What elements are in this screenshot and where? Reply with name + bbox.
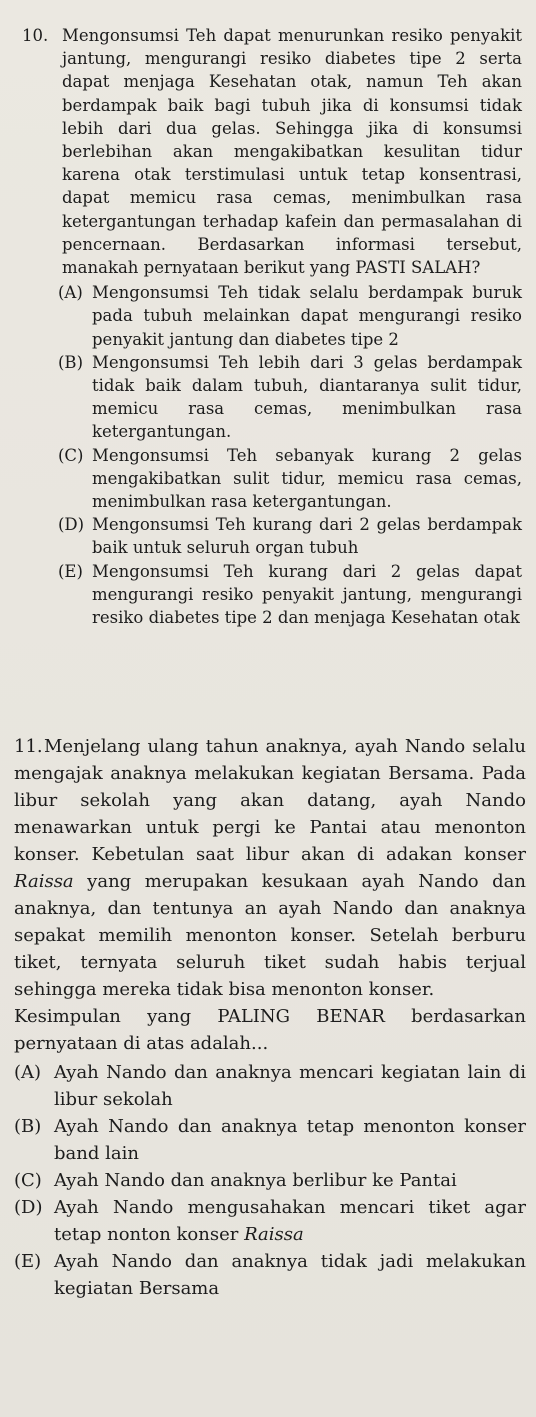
option-letter: (C) [14,1170,42,1191]
option-text: Ayah Nando dan anaknya mencari kegiatan lain di libur sekolah [54,1062,526,1110]
option-text: Ayah Nando dan anaknya berlibur ke Pantai [54,1170,457,1191]
option-letter: (A) [58,283,83,303]
option-text: Ayah Nando dan anaknya tetap menonton konser band lain [54,1116,526,1164]
option-list [14,1059,526,1302]
option-letter: (D) [14,1197,43,1218]
option-c[interactable] [14,1167,526,1194]
option-a[interactable] [14,1059,526,1113]
option-letter: (B) [58,352,83,372]
option-letter: (C) [58,445,84,465]
option-b[interactable] [58,351,522,444]
option-letter: (B) [14,1116,42,1137]
option-e[interactable] [14,1248,526,1302]
option-letter: (E) [14,1251,42,1272]
question-10-stem-block [22,24,522,279]
option-b[interactable] [14,1113,526,1167]
option-text: Mengonsumsi Teh lebih dari 3 gelas berdampak tidak baik dalam tubuh, diantaranya sulit tidur, memicu rasa cemas, menimbulkan rasa ketergantungan. [92,352,522,442]
option-text [54,1194,526,1248]
question-11 [14,733,526,1302]
option-e[interactable] [58,560,522,630]
option-letter: (E) [58,561,83,581]
option-c[interactable] [58,444,522,514]
question-stem-part-1: Menjelang ulang tahun anaknya, ayah Nando selalu mengajak anaknya melakukan kegiatan Bersama. Pada libur sekolah yang akan datang, ayah Nando menawarkan untuk pergi ke Pantai atau menonton konser. Kebetulan saat libur akan di adakan konser [14,736,526,865]
question-number: 11. [14,736,43,757]
option-text: Mengonsumsi Teh kurang dari 2 gelas dapat mengurangi resiko penyakit jantung, mengurangi resiko diabetes tipe 2 dan menjaga Kesehatan otak [92,561,522,628]
option-text: Mengonsumsi Teh tidak selalu berdampak buruk pada tubuh melainkan dapat mengurangi resiko penyakit jantung dan diabetes tipe 2 [92,283,522,349]
option-letter: (A) [14,1062,42,1083]
question-stem: Mengonsumsi Teh dapat menurunkan resiko penyakit jantung, mengurangi resiko diabetes tipe 2 serta dapat menjaga Kesehatan otak, namun Teh akan berdampak baik bagi tubuh jika di konsumsi tidak lebih dari dua gelas. Sehingga jika di konsumsi berlebihan akan mengakibatkan kesulitan tidur karena otak terstimulasi untuk tetap konsentrasi, dapat memicu rasa cemas, menimbulkan rasa ketergantungan terhadap kafein dan permasalahan di pencernaan. Berdasarkan informasi tersebut, manakah pernyataan berikut yang PASTI SALAH? [62,26,522,278]
option-text: Mengonsumsi Teh kurang dari 2 gelas berdampak baik untuk seluruh organ tubuh [92,515,522,558]
option-text-italic: Raissa [244,1224,304,1245]
question-stem-part-2: yang merupakan kesukaan ayah Nando dan anaknya, dan tentunya an ayah Nando dan anaknya sepakat memilih menonton konser. Setelah berburu tiket, ternyata seluruh tiket sudah habis terjual sehingga mereka tidak bisa menonton konser. [14,871,526,1000]
option-list [58,281,522,629]
question-10 [22,24,522,629]
option-a[interactable] [58,281,522,351]
option-d[interactable] [14,1194,526,1248]
option-text: Mengonsumsi Teh sebanyak kurang 2 gelas mengakibatkan sulit tidur, memicu rasa cemas, menimbulkan rasa ketergantungan. [92,445,522,512]
question-prompt: Kesimpulan yang PALING BENAR berdasarkan pernyataan di atas adalah... [14,1006,526,1054]
option-text-part: Ayah Nando mengusahakan mencari tiket agar tetap nonton konser [54,1197,526,1245]
question-11-stem-block [14,733,526,1003]
question-stem-italic: Raissa [14,871,74,892]
option-d[interactable] [58,513,522,559]
question-number: 10. [22,26,49,45]
option-text: Ayah Nando dan anaknya tidak jadi melakukan kegiatan Bersama [54,1251,526,1299]
option-letter: (D) [58,515,85,535]
